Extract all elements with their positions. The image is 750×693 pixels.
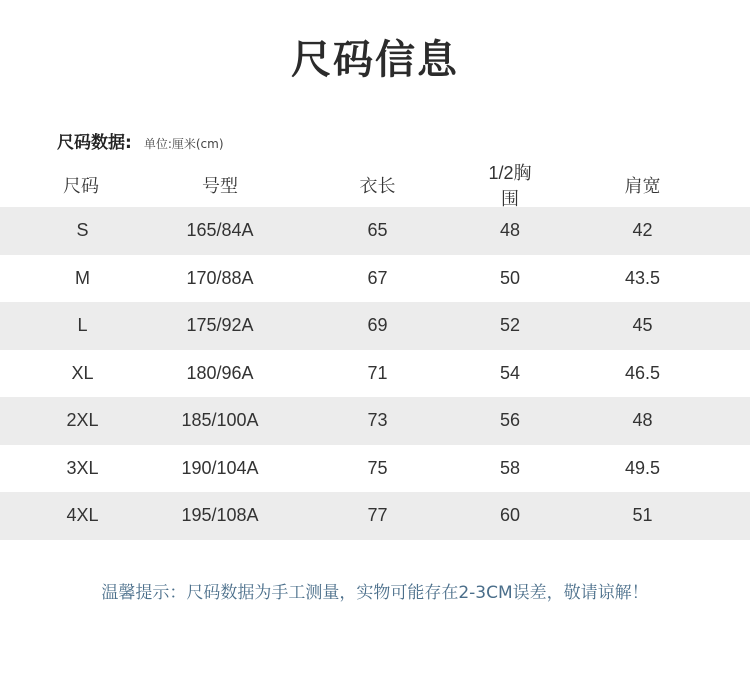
cell-size: S (76, 220, 89, 241)
table-row (0, 445, 750, 493)
cell-model: 190/104A (181, 457, 259, 478)
cell-size: 4XL (66, 505, 99, 526)
cell-chest: 48 (499, 220, 521, 241)
cell-shoulder: 48 (632, 410, 653, 431)
footer-note: 温馨提示：尺码数据为手工测量，实物可能存在2-3CM误差，敬请谅解！ (101, 583, 649, 603)
cell-shoulder: 49.5 (624, 457, 661, 478)
cell-size: M (75, 267, 90, 288)
cell-shoulder: 51 (632, 505, 653, 526)
cell-chest: 56 (499, 410, 521, 431)
cell-model: 180/96A (186, 362, 254, 383)
cell-chest: 60 (499, 505, 521, 526)
size-data-label: 尺码数据: (57, 133, 132, 153)
cell-size: 3XL (66, 457, 99, 478)
cell-shoulder: 46.5 (624, 362, 661, 383)
cell-length: 75 (367, 457, 388, 478)
cell-length: 69 (367, 315, 388, 336)
cell-length: 67 (367, 267, 388, 288)
header-shoulder: 肩宽 (624, 175, 661, 196)
cell-length: 73 (367, 410, 388, 431)
table-row (0, 302, 750, 350)
table-row (0, 207, 750, 255)
cell-chest: 50 (499, 267, 521, 288)
cell-chest: 54 (499, 362, 521, 383)
header-model: 号型 (202, 175, 238, 196)
cell-chest: 58 (499, 457, 521, 478)
header-length: 衣长 (359, 175, 396, 196)
table-row (0, 255, 750, 303)
cell-shoulder: 45 (632, 315, 653, 336)
table-row (0, 397, 750, 445)
cell-size: XL (71, 362, 94, 383)
cell-model: 165/84A (186, 220, 254, 241)
header-size: 尺码 (63, 175, 99, 196)
unit-label: 单位:厘米(cm) (143, 137, 224, 151)
cell-size: 2XL (66, 410, 99, 431)
cell-model: 175/92A (186, 315, 254, 336)
size-table (0, 162, 750, 540)
cell-length: 71 (367, 362, 388, 383)
page-title: 尺码信息 (291, 37, 459, 83)
cell-length: 65 (367, 220, 388, 241)
size-data-heading (57, 128, 224, 153)
cell-model: 170/88A (186, 267, 254, 288)
cell-chest: 52 (499, 315, 521, 336)
cell-length: 77 (367, 505, 388, 526)
cell-shoulder: 43.5 (624, 267, 661, 288)
cell-model: 195/108A (181, 505, 259, 526)
table-row (0, 492, 750, 540)
cell-size: L (77, 315, 88, 336)
cell-shoulder: 42 (632, 220, 653, 241)
table-row (0, 350, 750, 398)
header-chest: 1/2胸围 (488, 162, 532, 209)
table-header-row (0, 162, 750, 207)
cell-model: 185/100A (181, 410, 259, 431)
